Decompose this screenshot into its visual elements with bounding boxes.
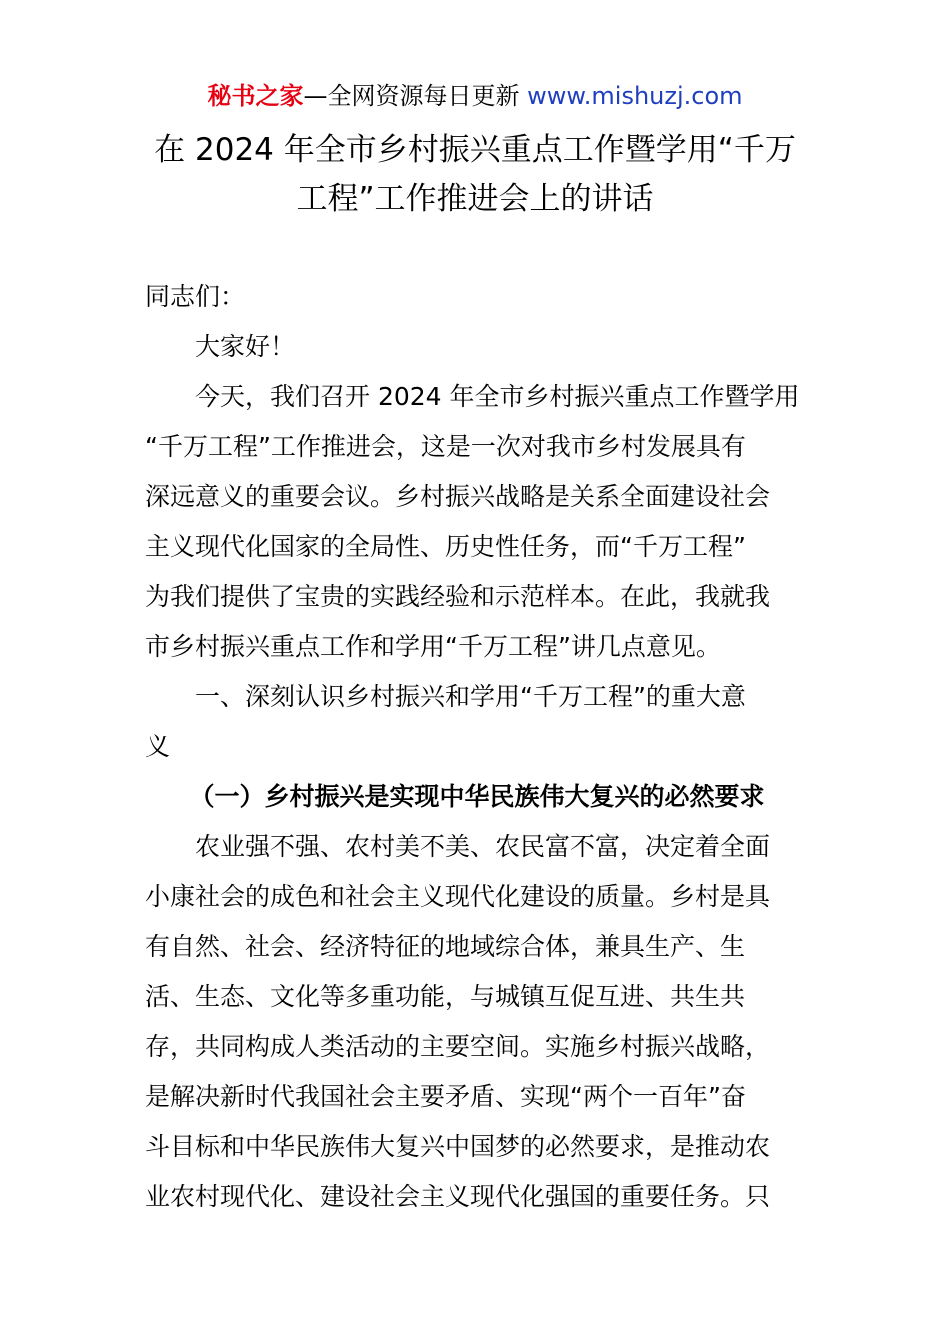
paragraph-line: 主义现代化国家的全局性、历史性任务，而“千万工程” <box>145 532 746 561</box>
paragraph-line: 有自然、社会、经济特征的地域综合体，兼具生产、生 <box>145 932 746 961</box>
paragraph-line: 存，共同构成人类活动的主要空间。实施乡村振兴战略， <box>145 1032 771 1061</box>
paragraph-line: 业农村现代化、建设社会主义现代化强国的重要任务。只 <box>145 1182 771 1211</box>
section-heading-1 <box>145 672 809 772</box>
document-title <box>140 126 810 224</box>
section-heading-line: 一、深刻认识乡村振兴和学用“千万工程”的重大意 <box>195 682 746 711</box>
intro-paragraph <box>145 372 809 672</box>
paragraph-line: 是解决新时代我国社会主要矛盾、实现“两个一百年”奋 <box>145 1082 746 1111</box>
title-line-2: 工程”工作推进会上的讲话 <box>296 181 654 217</box>
header-tagline: —全网资源每日更新 <box>303 82 528 110</box>
paragraph-line: 今天，我们召开 2024 年全市乡村振兴重点工作暨学用 <box>195 382 800 411</box>
subsection-heading-1: （一）乡村振兴是实现中华民族伟大复兴的必然要求 <box>189 782 765 811</box>
paragraph-line: 深远意义的重要会议。乡村振兴战略是关系全面建设社会 <box>145 482 771 511</box>
section-heading-line: 义 <box>145 732 171 761</box>
paragraph-line: 小康社会的成色和社会主义现代化建设的质量。乡村是具 <box>145 882 771 911</box>
document-body <box>145 272 809 1222</box>
site-header <box>0 80 950 112</box>
site-url[interactable]: www.mishuzj.com <box>527 82 743 110</box>
paragraph-line: 市乡村振兴重点工作和学用“千万工程”讲几点意见。 <box>145 632 721 661</box>
greeting: 大家好！ <box>195 332 296 361</box>
title-line-1: 在 2024 年全市乡村振兴重点工作暨学用“千万 <box>154 132 796 168</box>
paragraph-line: 活、生态、文化等多重功能，与城镇互促互进、共生共 <box>145 982 746 1011</box>
paragraph-line: 农业强不强、农村美不美、农民富不富，决定着全面 <box>195 832 771 861</box>
paragraph-line: 斗目标和中华民族伟大复兴中国梦的必然要求，是推动农 <box>145 1132 771 1161</box>
paragraph-line: “千万工程”工作推进会，这是一次对我市乡村发展具有 <box>145 432 746 461</box>
brand-name: 秘书之家 <box>207 82 304 110</box>
paragraph-line: 为我们提供了宝贵的实践经验和示范样本。在此，我就我 <box>145 582 771 611</box>
body-paragraph-2 <box>145 822 809 1222</box>
salutation: 同志们： <box>145 282 246 311</box>
